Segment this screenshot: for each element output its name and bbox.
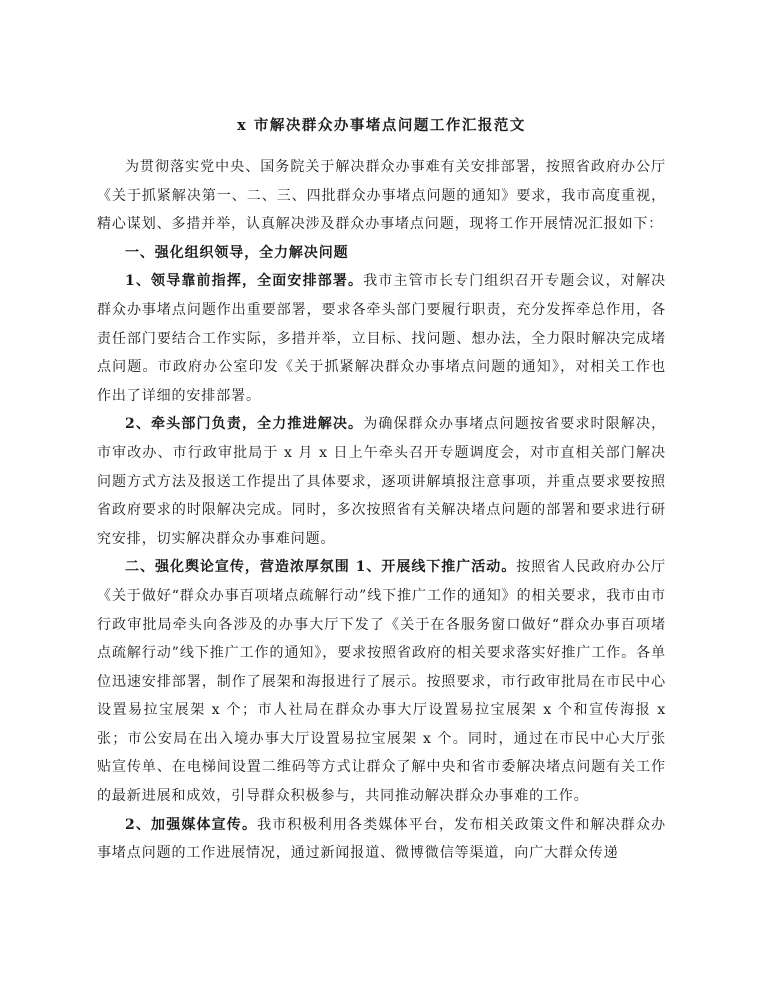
- paragraph-4: [97, 811, 666, 868]
- document-title: x 市解决群众办事堵点问题工作汇报范文: [237, 117, 526, 134]
- paragraph-3-body: 按照省人民政府办公厅《关于做好“群众办事百项堵点疏解行动”线下推广工作的通知》的相关要求，我市由市行政审批局牵头向各涉及的办事大厅下发了《关于在各服务窗口做好“群众办事百项堵点疏解行动”线下推广工作的通知》，要求按照省政府的相关要求落实好推广工作。各单位迅速安排部署，制作了展架和海报进行了展示。按照要求，市行政审批局在市民中心设置易拉宝展架 x 个；市人社局在群众办事大厅设置易拉宝展架 x 个和宣传海报 x 张；市公安局在出入境办事大厅设置易拉宝展架 x 个。同时，通过在市民中心大厅张贴宣传单、在电梯间设置二维码等方式让群众了解中央和省市委解决堵点问题有关工作的最新进展和成效，引导群众积极参与，共同推动解决群众办事难的工作。: [97, 559, 667, 805]
- paragraph-2-lead: 2、牵头部门负责，全力推进解决。: [125, 416, 364, 433]
- paragraph-2-body: 为确保群众办事堵点问题按省要求时限解决，市审改办、市行政审批局于 x 月 x 日上午牵头召开专题调度会，对市直相关部门解决问题方式方法及报送工作提出了具体要求，逐项讲解填报注意事项，并重点要求要按照省政府要求的时限解决完成。同时，多次按照省有关解决堵点问题的部署和要求进行研究安排，切实解决群众办事难问题。: [97, 416, 667, 547]
- paragraph-3-lead: 二、强化舆论宣传，营造浓厚氛围 1、开展线下推广活动。: [125, 559, 517, 576]
- section-heading-1: 一、强化组织领导，全力解决问题: [125, 244, 349, 261]
- intro-paragraph: 为贯彻落实党中央、国务院关于解决群众办事难有关安排部署，按照省政府办公厅《关于抓紧解决第一、二、三、四批群众办事堵点问题的通知》要求，我市高度重视，精心谋划、多措并举，认真解决涉及群众办事堵点问题，现将工作开展情况汇报如下：: [97, 159, 666, 233]
- paragraph-1-body: 我市主管市长专门组织召开专题会议，对解决群众办事堵点问题作出重要部署，要求各牵头部门要履行职责，充分发挥牵总作用，各责任部门要结合工作实际，多措并举，立目标、找问题、想办法，全力限时解决完成堵点问题。市政府办公室印发《关于抓紧解决群众办事堵点问题的通知》，对相关工作也作出了详细的安排部署。: [97, 273, 667, 404]
- paragraph-4-lead: 2、加强媒体宣传。: [125, 816, 258, 833]
- paragraph-1-lead: 1、领导靠前指挥，全面安排部署。: [125, 273, 364, 290]
- paragraph-4-body: 我市积极利用各类媒体平台，发布相关政策文件和解决群众办事堵点问题的工作进展情况，通过新闻报道、微博微信等渠道，向广大群众传递: [97, 816, 666, 862]
- paragraph-2: [97, 410, 666, 553]
- paragraph-1: [97, 267, 666, 410]
- paragraph-3: [97, 553, 666, 810]
